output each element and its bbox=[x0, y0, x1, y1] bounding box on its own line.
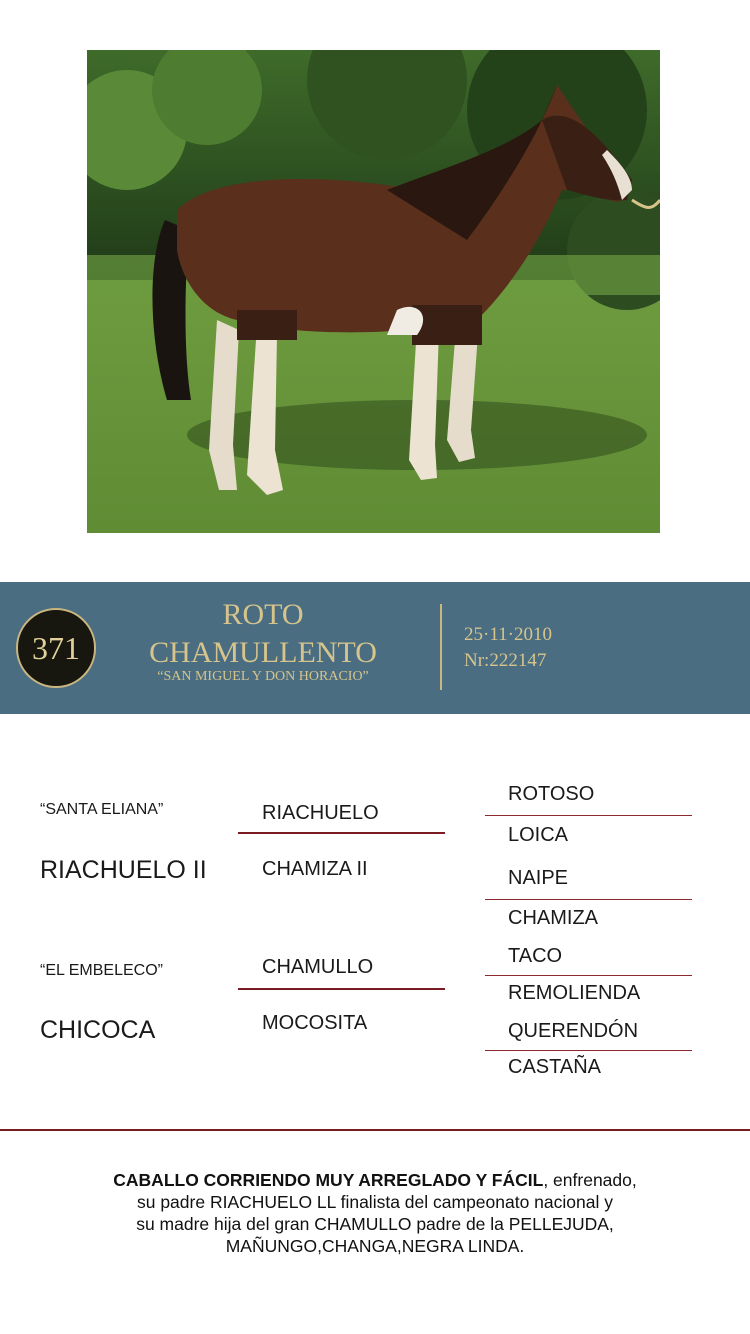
pedigree-divider bbox=[485, 815, 692, 816]
lot-number-badge: 371 bbox=[16, 608, 96, 688]
horse-name bbox=[128, 596, 398, 672]
great-grandparent: NAIPE bbox=[508, 867, 569, 889]
pedigree-divider bbox=[485, 1050, 692, 1051]
dam-name: CHICOCA bbox=[40, 1016, 156, 1044]
pedigree-divider bbox=[238, 832, 445, 834]
description-line bbox=[60, 1169, 690, 1191]
birth-date: 25·11·2010 bbox=[464, 624, 552, 645]
great-grandparent: ROTOSO bbox=[508, 783, 595, 805]
horse-description bbox=[60, 1169, 690, 1257]
sire-name: RIACHUELO II bbox=[40, 856, 207, 884]
banner-divider bbox=[440, 604, 442, 690]
maternal-granddam: MOCOSITA bbox=[262, 1012, 368, 1034]
pedigree-divider bbox=[485, 899, 692, 900]
paternal-grandsire: RIACHUELO bbox=[262, 802, 379, 824]
description-line: su padre RIACHUELO LL finalista del campeonato nacional y bbox=[136, 1192, 613, 1212]
great-grandparent: LOICA bbox=[508, 824, 569, 846]
dam-breeder: “EL EMBELECO” bbox=[40, 962, 163, 979]
pedigree-divider bbox=[485, 975, 692, 976]
great-grandparent: REMOLIENDA bbox=[508, 982, 641, 1004]
description-line: MAÑUNGO,CHANGA,NEGRA LINDA. bbox=[225, 1236, 525, 1256]
description-line: su madre hija del gran CHAMULLO padre de la PELLEJUDA, bbox=[136, 1214, 614, 1234]
great-grandparent: CASTAÑA bbox=[508, 1056, 601, 1078]
great-grandparent: QUERENDÓN bbox=[508, 1020, 639, 1042]
maternal-grandsire: CHAMULLO bbox=[262, 956, 374, 978]
horse-photo bbox=[87, 50, 660, 533]
horse-photo-illustration bbox=[87, 50, 660, 533]
description-text: , enfrenado, bbox=[543, 1170, 637, 1190]
horse-info-banner bbox=[0, 582, 750, 714]
sire-breeder: “SANTA ELIANA” bbox=[40, 801, 164, 818]
description-highlight: CABALLO CORRIENDO MUY ARREGLADO Y FÁCIL bbox=[113, 1170, 544, 1190]
horse-name-line2: CHAMULLENTO bbox=[149, 636, 377, 669]
breeder-name: “SAN MIGUEL Y DON HORACIO” bbox=[157, 669, 369, 684]
great-grandparent: CHAMIZA bbox=[508, 907, 598, 929]
paternal-granddam: CHAMIZA II bbox=[262, 858, 368, 880]
horse-name-line1: ROTO bbox=[222, 598, 304, 631]
great-grandparent: TACO bbox=[508, 945, 563, 967]
pedigree-divider bbox=[238, 988, 445, 990]
registration-number: Nr:222147 bbox=[464, 650, 547, 671]
section-divider bbox=[0, 1129, 750, 1131]
